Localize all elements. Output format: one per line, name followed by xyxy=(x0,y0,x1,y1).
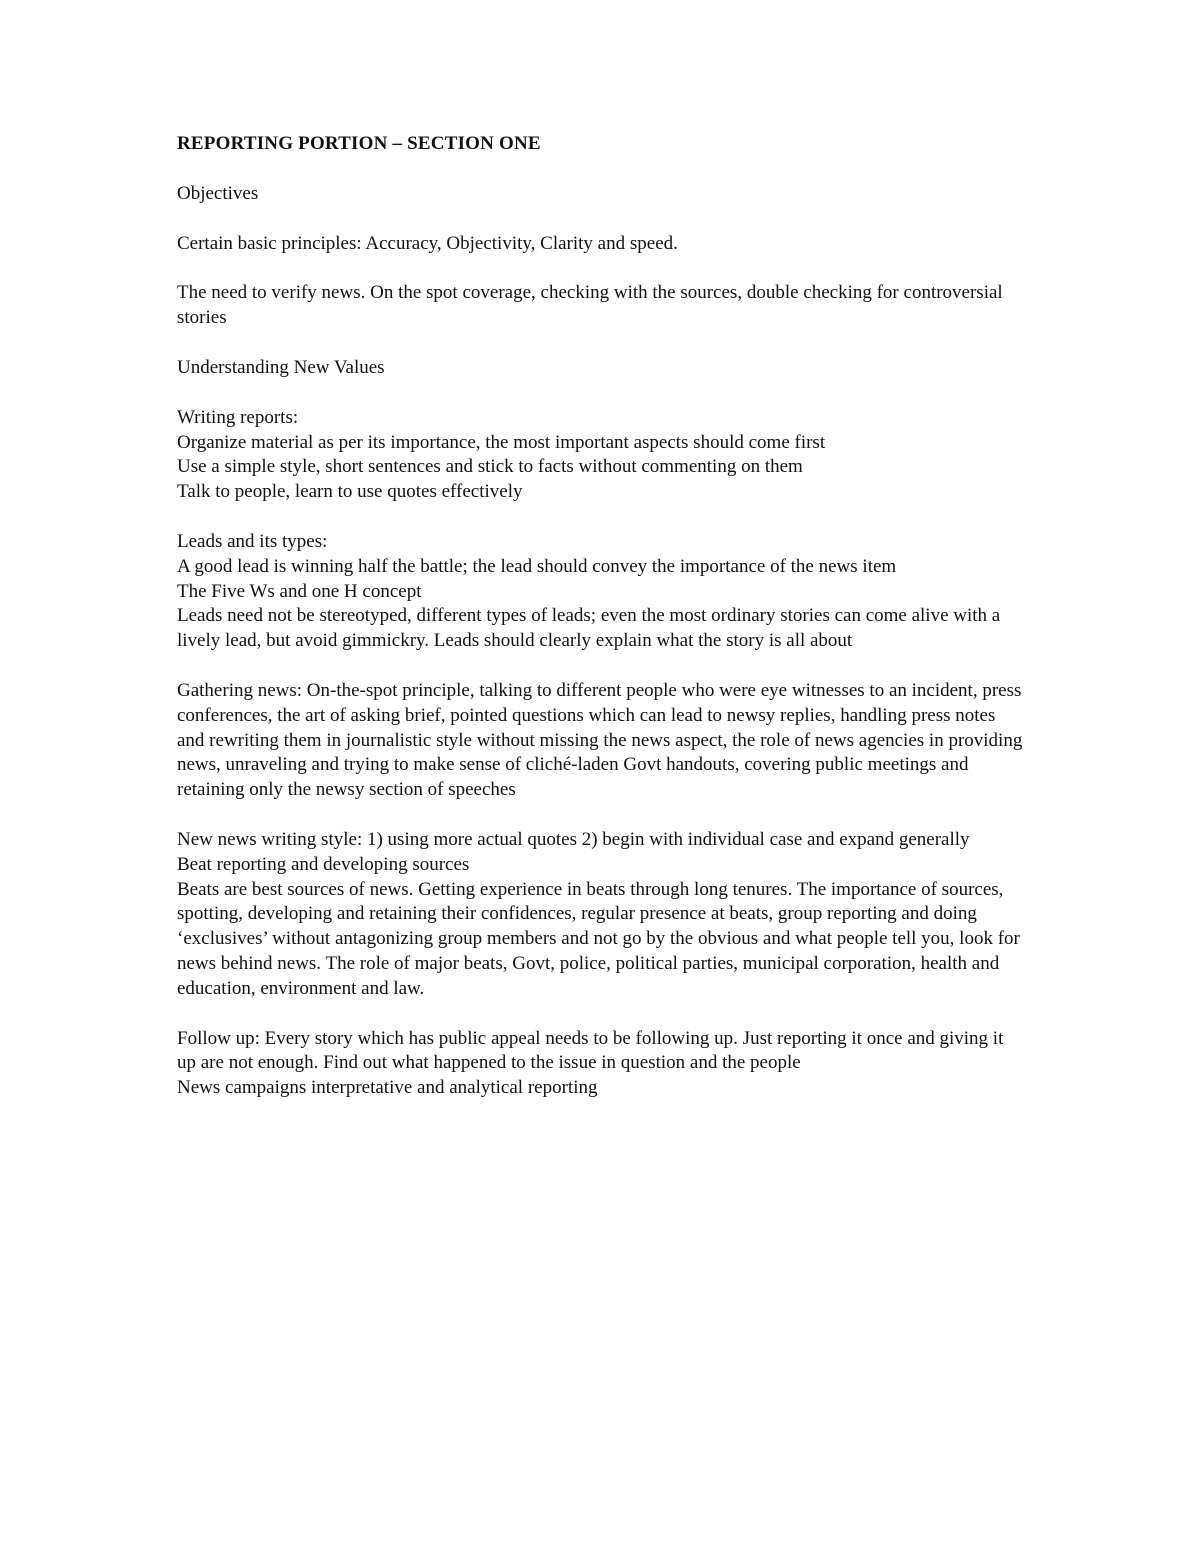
leads-line: The Five Ws and one H concept xyxy=(177,580,422,602)
objectives-heading: Objectives xyxy=(177,182,259,204)
follow-up-paragraph: Follow up: Every story which has public appeal needs to be following up. Just reporting it once and giving it up are not enough. Find out what happened to the issue in question and the people xyxy=(177,1027,1004,1074)
beats-paragraph: Beats are best sources of news. Getting experience in beats through long tenures. The importance of sources, spotting, developing and retaining their confidences, regular presence at beats, group reporting and doing ‘exclusives’ without antagonizing group members and not go by the obvious and what people tell you, look for news behind news. The role of major beats, Govt, police, political parties, municipal corporation, health and education, environment and law. xyxy=(177,878,1020,999)
writing-reports-line: Talk to people, learn to use quotes effectively xyxy=(177,481,523,503)
new-values-paragraph: Understanding New Values xyxy=(177,356,385,378)
leads-section xyxy=(177,530,1027,654)
follow-up-section xyxy=(177,1027,1027,1101)
leads-line: Leads need not be stereotyped, different types of leads; even the most ordinary stories can come alive with a lively lead, but avoid gimmickry. Leads should clearly explain what the story is all about xyxy=(177,605,1001,652)
writing-reports-heading: Writing reports: xyxy=(177,406,299,428)
beat-reporting-heading: Beat reporting and developing sources xyxy=(177,853,470,875)
news-campaigns-line: News campaigns interpretative and analytical reporting xyxy=(177,1077,598,1099)
writing-reports-line: Use a simple style, short sentences and stick to facts without commenting on them xyxy=(177,456,803,478)
verify-paragraph: The need to verify news. On the spot coverage, checking with the sources, double checking for controversial stories xyxy=(177,282,1003,329)
writing-reports-section xyxy=(177,406,1027,505)
page-title: REPORTING PORTION – SECTION ONE xyxy=(177,133,541,154)
document-page xyxy=(177,132,1027,1126)
writing-reports-line: Organize material as per its importance, the most important aspects should come first xyxy=(177,431,826,453)
principles-paragraph: Certain basic principles: Accuracy, Objectivity, Clarity and speed. xyxy=(177,232,678,254)
leads-line: A good lead is winning half the battle; the lead should convey the importance of the news item xyxy=(177,555,897,577)
leads-heading: Leads and its types: xyxy=(177,530,328,552)
writing-style-line: New news writing style: 1) using more actual quotes 2) begin with individual case and expand generally xyxy=(177,828,970,850)
gathering-news-paragraph: Gathering news: On-the-spot principle, talking to different people who were eye witnesses to an incident, press conferences, the art of asking brief, pointed questions which can lead to newsy replies, handling press notes and rewriting them in journalistic style without missing the news aspect, the role of news agencies in providing news, unraveling and trying to make sense of cliché-laden Govt handouts, covering public meetings and retaining only the newsy section of speeches xyxy=(177,679,1023,801)
writing-style-section xyxy=(177,828,1027,1002)
